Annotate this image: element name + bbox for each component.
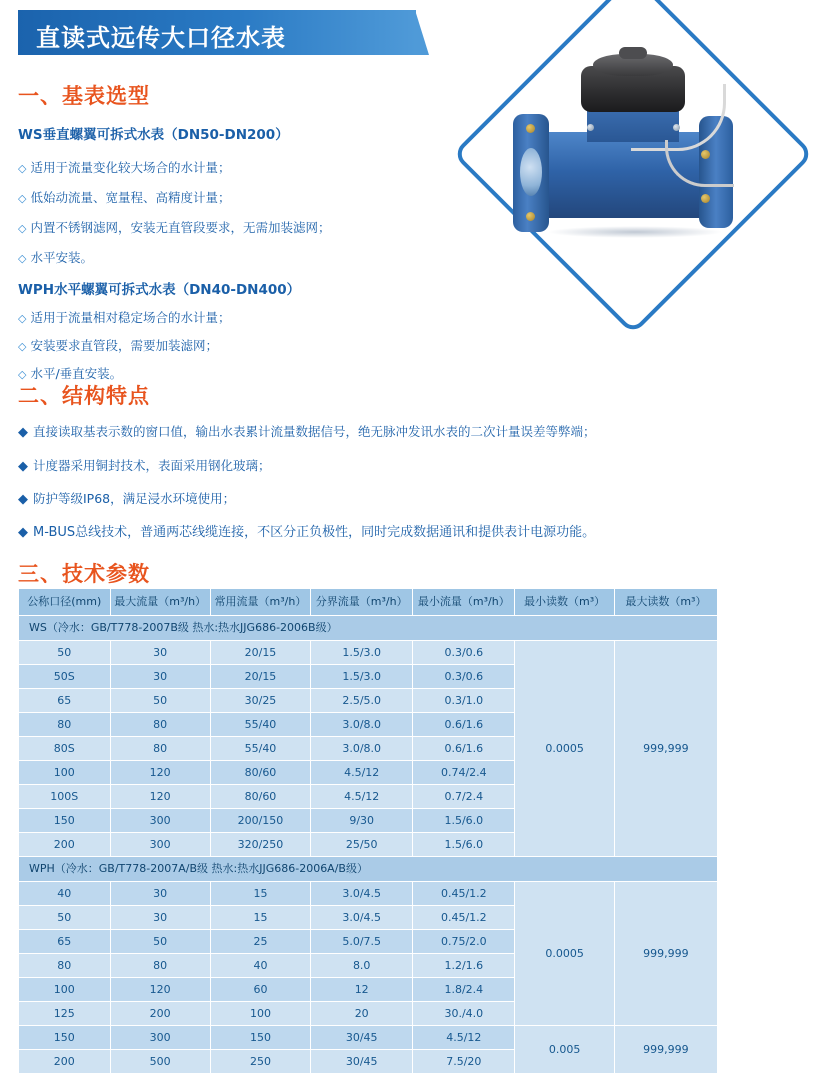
subheading-wph: WPH水平螺翼可拆式水表（DN40-DN400） — [18, 282, 301, 298]
list-item: ◆ 防护等级IP68，满足浸水环境使用； — [18, 491, 236, 507]
cell-normal-flow: 30/25 — [210, 689, 310, 713]
bolt-icon — [701, 150, 710, 159]
col-normal-flow: 常用流量（m³/h） — [210, 589, 310, 616]
list-item: ◆ 计度器采用铜封技术，表面采用钢化玻璃； — [18, 458, 271, 474]
cell-diameter: 200 — [19, 1050, 111, 1074]
cell-transition-flow: 3.0/8.0 — [311, 713, 413, 737]
cell-transition-flow: 3.0/8.0 — [311, 737, 413, 761]
screw-icon — [587, 124, 594, 131]
cell-min-flow: 0.7/2.4 — [413, 785, 515, 809]
water-meter-illustration — [513, 54, 759, 254]
cell-transition-flow: 8.0 — [311, 954, 413, 978]
diamond-bullet-icon: ◇ — [18, 192, 27, 205]
cell-max-flow: 300 — [110, 1026, 210, 1050]
cell-diameter: 65 — [19, 930, 111, 954]
bolt-icon — [526, 124, 535, 133]
diamond-bullet-icon: ◆ — [18, 425, 28, 440]
cell-min-flow: 1.8/2.4 — [413, 978, 515, 1002]
cell-min-flow: 0.45/1.2 — [413, 882, 515, 906]
cell-min-flow: 0.3/0.6 — [413, 641, 515, 665]
col-nominal-diameter: 公称口径(mm) — [19, 589, 111, 616]
cell-normal-flow: 40 — [210, 954, 310, 978]
cell-normal-flow: 250 — [210, 1050, 310, 1074]
table-header-row — [19, 589, 718, 616]
cell-max-flow: 120 — [110, 785, 210, 809]
cell-transition-flow: 25/50 — [311, 833, 413, 857]
bolt-icon — [526, 212, 535, 221]
cell-transition-flow: 3.0/4.5 — [311, 906, 413, 930]
bolt-icon — [701, 194, 710, 203]
cell-max-flow: 120 — [110, 761, 210, 785]
cell-max-flow: 50 — [110, 689, 210, 713]
cell-max-flow: 30 — [110, 665, 210, 689]
table-group-header-wph — [19, 857, 718, 882]
list-item: ◇ 安装要求直管段，需要加装滤网； — [18, 338, 218, 353]
col-max-reading: 最大读数（m³） — [614, 589, 717, 616]
diamond-bullet-icon: ◇ — [18, 368, 27, 381]
diamond-bullet-icon: ◆ — [18, 459, 28, 474]
drop-shadow — [547, 226, 723, 238]
cell-transition-flow: 9/30 — [311, 809, 413, 833]
cell-diameter: 50 — [19, 906, 111, 930]
cell-diameter: 80 — [19, 954, 111, 978]
cell-max-reading: 999,999 — [614, 882, 717, 1026]
cell-max-flow: 200 — [110, 1002, 210, 1026]
page-title: 直读式远传大口径水表 — [36, 24, 286, 52]
cell-diameter: 150 — [19, 809, 111, 833]
spec-table — [18, 588, 718, 1074]
cell-transition-flow: 5.0/7.5 — [311, 930, 413, 954]
col-min-flow: 最小流量（m³/h） — [413, 589, 515, 616]
flange-bore — [520, 148, 542, 196]
cell-diameter: 150 — [19, 1026, 111, 1050]
list-item: ◇ 低始动流量、宽量程、高精度计量； — [18, 190, 231, 205]
cell-diameter: 80S — [19, 737, 111, 761]
cell-min-flow: 1.2/1.6 — [413, 954, 515, 978]
cell-transition-flow: 20 — [311, 1002, 413, 1026]
cell-max-flow: 80 — [110, 954, 210, 978]
cell-diameter: 200 — [19, 833, 111, 857]
header-banner — [18, 10, 428, 55]
col-min-reading: 最小读数（m³） — [515, 589, 614, 616]
cell-normal-flow: 15 — [210, 882, 310, 906]
list-item: ◇ 内置不锈钢滤网，安装无直管段要求，无需加装滤网； — [18, 220, 331, 235]
cell-diameter: 100 — [19, 978, 111, 1002]
diamond-bullet-icon: ◆ — [18, 492, 28, 507]
list-item: ◇ 适用于流量变化较大场合的水计量； — [18, 160, 231, 175]
cell-diameter: 50S — [19, 665, 111, 689]
cell-transition-flow: 4.5/12 — [311, 761, 413, 785]
cell-min-reading: 0.005 — [515, 1026, 614, 1074]
list-item: ◇ 适用于流量相对稳定场合的水计量； — [18, 310, 231, 325]
cell-min-flow: 0.75/2.0 — [413, 930, 515, 954]
cell-normal-flow: 80/60 — [210, 785, 310, 809]
cell-transition-flow: 1.5/3.0 — [311, 641, 413, 665]
cell-transition-flow: 4.5/12 — [311, 785, 413, 809]
cell-normal-flow: 150 — [210, 1026, 310, 1050]
diamond-bullet-icon: ◇ — [18, 252, 27, 265]
table-group-header-ws — [19, 616, 718, 641]
list-item: ◇ 水平/垂直安装。 — [18, 366, 123, 381]
col-max-flow: 最大流量（m³/h） — [110, 589, 210, 616]
cell-normal-flow: 20/15 — [210, 665, 310, 689]
cell-normal-flow: 25 — [210, 930, 310, 954]
cell-normal-flow: 15 — [210, 906, 310, 930]
list-item: ◆ M-BUS总线技术，普通两芯线缆连接，不区分正负极性，同时完成数据通讯和提供表计电源功能。 — [18, 525, 596, 540]
cell-normal-flow: 20/15 — [210, 641, 310, 665]
list-item: ◆ 直接读取基表示数的窗口值，输出水表累计流量数据信号，绝无脉冲发讯水表的二次计量误差等弊端； — [18, 424, 596, 440]
cell-transition-flow: 12 — [311, 978, 413, 1002]
cell-normal-flow: 100 — [210, 1002, 310, 1026]
cell-min-flow: 7.5/20 — [413, 1050, 515, 1074]
cell-min-flow: 0.3/0.6 — [413, 665, 515, 689]
cell-min-flow: 30./4.0 — [413, 1002, 515, 1026]
cell-min-flow: 4.5/12 — [413, 1026, 515, 1050]
cell-diameter: 80 — [19, 713, 111, 737]
cell-min-flow: 0.6/1.6 — [413, 737, 515, 761]
cell-min-flow: 1.5/6.0 — [413, 809, 515, 833]
cell-transition-flow: 1.5/3.0 — [311, 665, 413, 689]
cell-normal-flow: 320/250 — [210, 833, 310, 857]
group-label: WS（冷水：GB/T778-2007B级 热水:热水JJG686-2006B级） — [19, 616, 718, 641]
cell-transition-flow: 30/45 — [311, 1050, 413, 1074]
cell-diameter: 100S — [19, 785, 111, 809]
cell-max-flow: 80 — [110, 713, 210, 737]
cell-min-flow: 1.5/6.0 — [413, 833, 515, 857]
section-heading-2: 二、结构特点 — [18, 384, 150, 408]
cell-max-flow: 500 — [110, 1050, 210, 1074]
diamond-bullet-icon: ◇ — [18, 162, 27, 175]
cell-min-reading: 0.0005 — [515, 882, 614, 1026]
list-item: ◇ 水平安装。 — [18, 250, 93, 265]
diamond-bullet-icon: ◇ — [18, 222, 27, 235]
cell-diameter: 40 — [19, 882, 111, 906]
cell-max-reading: 999,999 — [614, 641, 717, 857]
cell-transition-flow: 3.0/4.5 — [311, 882, 413, 906]
diamond-bullet-icon: ◆ — [18, 525, 28, 540]
product-image-area — [455, 8, 815, 368]
table-row — [19, 641, 718, 665]
cell-max-flow: 80 — [110, 737, 210, 761]
cell-diameter: 100 — [19, 761, 111, 785]
cell-diameter: 50 — [19, 641, 111, 665]
cell-max-flow: 120 — [110, 978, 210, 1002]
cell-normal-flow: 55/40 — [210, 713, 310, 737]
cell-diameter: 125 — [19, 1002, 111, 1026]
cell-max-flow: 300 — [110, 809, 210, 833]
cell-normal-flow: 60 — [210, 978, 310, 1002]
table-row — [19, 1026, 718, 1050]
table-row — [19, 882, 718, 906]
cell-max-flow: 50 — [110, 930, 210, 954]
section-heading-1: 一、基表选型 — [18, 84, 150, 108]
section-heading-3: 三、技术参数 — [18, 562, 150, 586]
register-knob — [619, 47, 647, 59]
cell-normal-flow: 55/40 — [210, 737, 310, 761]
col-transition-flow: 分界流量（m³/h） — [311, 589, 413, 616]
cell-min-flow: 0.74/2.4 — [413, 761, 515, 785]
cell-min-flow: 0.45/1.2 — [413, 906, 515, 930]
cell-transition-flow: 30/45 — [311, 1026, 413, 1050]
cell-max-flow: 30 — [110, 641, 210, 665]
cell-max-flow: 30 — [110, 906, 210, 930]
cell-diameter: 65 — [19, 689, 111, 713]
cell-normal-flow: 80/60 — [210, 761, 310, 785]
cell-max-flow: 300 — [110, 833, 210, 857]
cell-min-flow: 0.6/1.6 — [413, 713, 515, 737]
screw-icon — [673, 124, 680, 131]
cell-transition-flow: 2.5/5.0 — [311, 689, 413, 713]
flange-left — [513, 114, 549, 232]
group-label: WPH（冷水：GB/T778-2007A/B级 热水:热水JJG686-2006A/B级） — [19, 857, 718, 882]
cell-min-flow: 0.3/1.0 — [413, 689, 515, 713]
diamond-bullet-icon: ◇ — [18, 312, 27, 325]
cell-max-flow: 30 — [110, 882, 210, 906]
cell-min-reading: 0.0005 — [515, 641, 614, 857]
cell-normal-flow: 200/150 — [210, 809, 310, 833]
spec-table-wrap — [18, 588, 718, 1074]
diamond-bullet-icon: ◇ — [18, 340, 27, 353]
subheading-ws: WS垂直螺翼可拆式水表（DN50-DN200） — [18, 127, 289, 143]
cell-max-reading: 999,999 — [614, 1026, 717, 1074]
